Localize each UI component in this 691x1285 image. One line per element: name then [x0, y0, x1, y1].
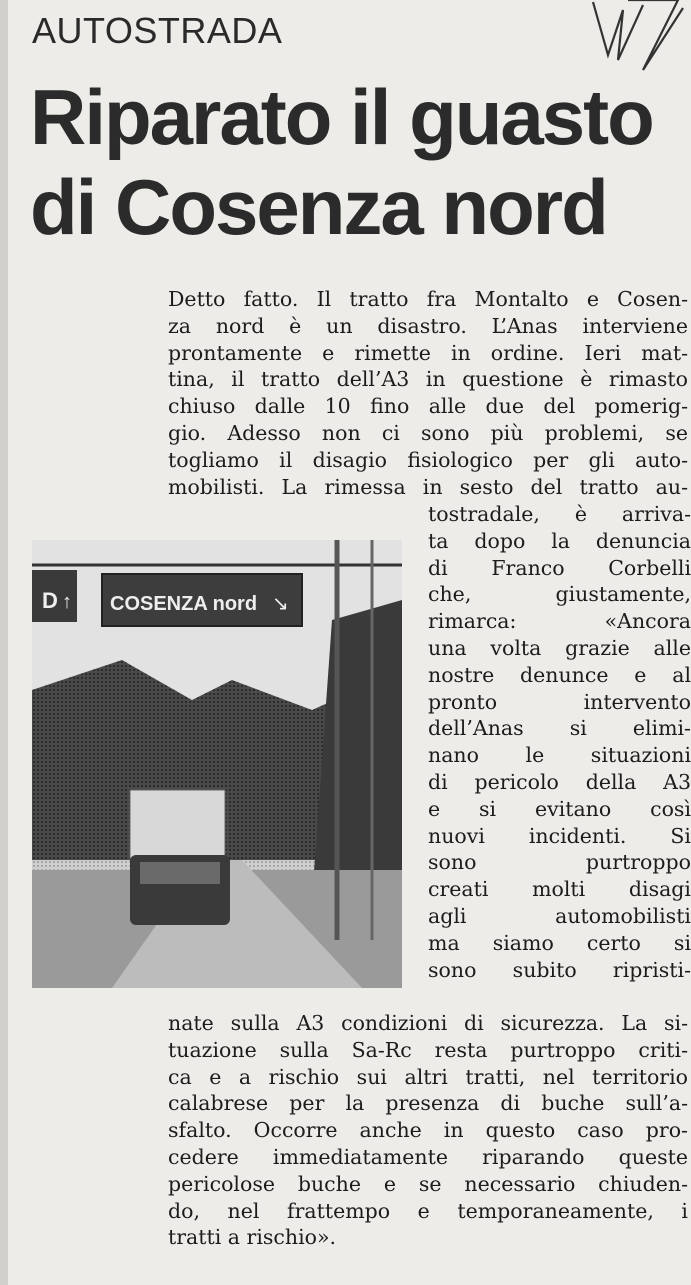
text-line: creati molti disagi [428, 877, 691, 902]
text-line: za nord è un disastro. L’Anas interviene [168, 313, 688, 338]
text-line: chiuso dalle 10 fino alle due del pomerig- [168, 394, 688, 419]
text-line: nuovi incidenti. Si [428, 823, 691, 848]
section-kicker: AUTOSTRADA [32, 10, 283, 51]
text-line: nostre denunce e al [428, 662, 691, 687]
text-line: pronto intervento [428, 689, 691, 714]
headline-line-2: di Cosenza nord [30, 163, 607, 251]
text-line: mobilisti. La rimessa in sesto del tratto au- [168, 474, 688, 499]
text-line: togliamo il disagio fisiologico per gli auto- [168, 447, 688, 472]
headline-line-1: Riparato il guasto [30, 73, 653, 161]
text-line: rimarca: «Ancora [428, 609, 691, 634]
article-column-top [168, 286, 688, 500]
text-line: tuazione sulla Sa-Rc resta purtroppo criti- [168, 1037, 688, 1062]
text-line: sono subito ripristi- [428, 957, 691, 982]
article-column-narrow [428, 501, 691, 983]
text-line: gio. Adesso non ci sono più problemi, se [168, 420, 688, 445]
news-photo [32, 540, 402, 988]
text-line: sfalto. Occorre anche in questo caso pro- [168, 1118, 688, 1143]
sign-left-text: D [42, 588, 58, 613]
handwritten-signature [588, 0, 688, 80]
text-line: nate sulla A3 condizioni di sicurezza. La si- [168, 1011, 688, 1035]
text-line: pericolose buche e se necessario chiuden- [168, 1171, 688, 1196]
up-arrow-icon: ↑ [62, 591, 72, 613]
text-line: ta dopo la denuncia [428, 528, 691, 553]
diagonal-arrow-icon: ↘ [272, 593, 289, 615]
text-line: prontamente e rimette in ordine. Ieri mat- [168, 340, 688, 365]
text-line: cedere immediatamente riparando queste [168, 1144, 688, 1169]
text-line: calabrese per la presenza di buche sull’a- [168, 1091, 688, 1116]
text-line: do, nel frattempo e temporaneamente, i [168, 1198, 688, 1223]
text-line: di Franco Corbelli [428, 555, 691, 580]
text-line: che, giustamente, [428, 582, 691, 607]
text-line: agli automobilisti [428, 903, 691, 928]
text-line: Detto fatto. Il tratto fra Montalto e Cosen- [168, 287, 688, 311]
text-line: nano le situazioni [428, 743, 691, 768]
headline [30, 72, 670, 252]
sign-text: COSENZA nord [110, 593, 258, 615]
text-line: una volta grazie alle [428, 635, 691, 660]
text-line: tostradale, è arriva- [428, 502, 691, 526]
text-line: ca e a rischio sui altri tratti, nel territorio [168, 1064, 688, 1089]
text-line: dell’Anas si elimi- [428, 716, 691, 741]
article-column-bottom [168, 1010, 688, 1251]
text-line: di pericolo della A3 [428, 769, 691, 794]
text-line: ma siamo certo si [428, 930, 691, 955]
highway-photo-graphic [32, 540, 402, 988]
text-line: e si evitano così [428, 796, 691, 821]
text-line: tratti a rischio». [168, 1225, 337, 1250]
text-line: tina, il tratto dell’A3 in questione è rimasto [168, 367, 688, 392]
text-line: sono purtroppo [428, 850, 691, 875]
